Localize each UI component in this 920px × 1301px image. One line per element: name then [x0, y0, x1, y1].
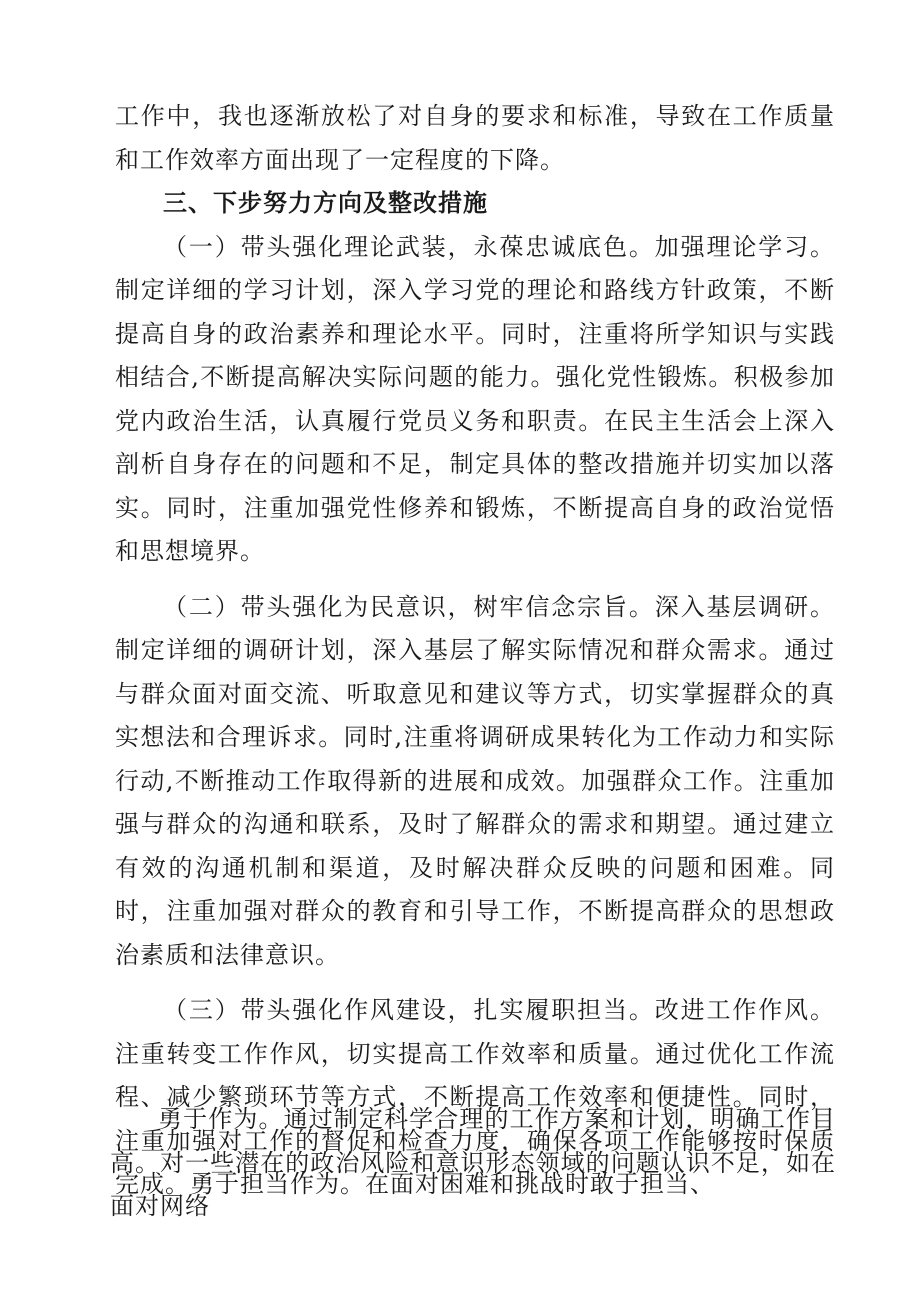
tail-paragraph: 勇于作为。通过制定科学合理的工作方案和计划，明确工作目高。对一些潜在的政治风险和意识形态领域的问题认识不足，如在面对网络 — [110, 1105, 836, 1220]
continuation-paragraph: 工作中，我也逐渐放松了对自身的要求和标准，导致在工作质量和工作效率方面出现了一定程度的下降。 — [115, 102, 835, 174]
paragraph-1: （一）带头强化理论武装，永葆忠诚底色。加强理论学习。制定详细的学习计划，深入学习党的理论和路线方针政策，不断提高自身的政治素养和理论水平。同时，注重将所学知识与实践相结合,不断提高解决实际问题的能力。强化党性锻炼。积极参加党内政治生活，认真履行党员义务和职责。在民主生活会上深入剖析自身存在的问题和不足，制定具体的整改措施并切实加以落实。同时，注重加强党性修养和锻炼，不断提高自身的政治觉悟和思想境界。 — [115, 232, 835, 565]
paragraph-3: （三）带头强化作风建设，扎实履职担当。改进工作作风。注重转变工作作风，切实提高工作效率和质量。通过优化工作流程、减少繁琐环节等方式，不断提高工作效率和便捷性。同时，注重加强对工作的督促和检查力度，确保各项工作能够按时保质完成。勇于担当作为。在面对困难和挑战时敢于担当、 — [115, 996, 835, 1198]
paragraph-spacer — [115, 574, 835, 586]
document-body — [115, 95, 835, 1207]
paragraph-2: （二）带头强化为民意识，树牢信念宗旨。深入基层调研。制定详细的调研计划，深入基层了解实际情况和群众需求。通过与群众面对面交流、听取意见和建议等方式，切实掌握群众的真实想法和合理诉求。同时,注重将调研成果转化为工作动力和实际行动,不断推动工作取得新的进展和成效。加强群众工作。注重加强与群众的沟通和联系，及时了解群众的需求和期望。通过建立有效的沟通机制和渠道，及时解决群众反映的问题和困难。同时，注重加强对群众的教育和引导工作，不断提高群众的思想政治素质和法律意识。 — [115, 592, 835, 969]
tail-block — [110, 1098, 836, 1229]
paragraph-spacer — [115, 977, 835, 989]
section-heading: 三、下步努力方向及整改措施 — [163, 189, 488, 217]
